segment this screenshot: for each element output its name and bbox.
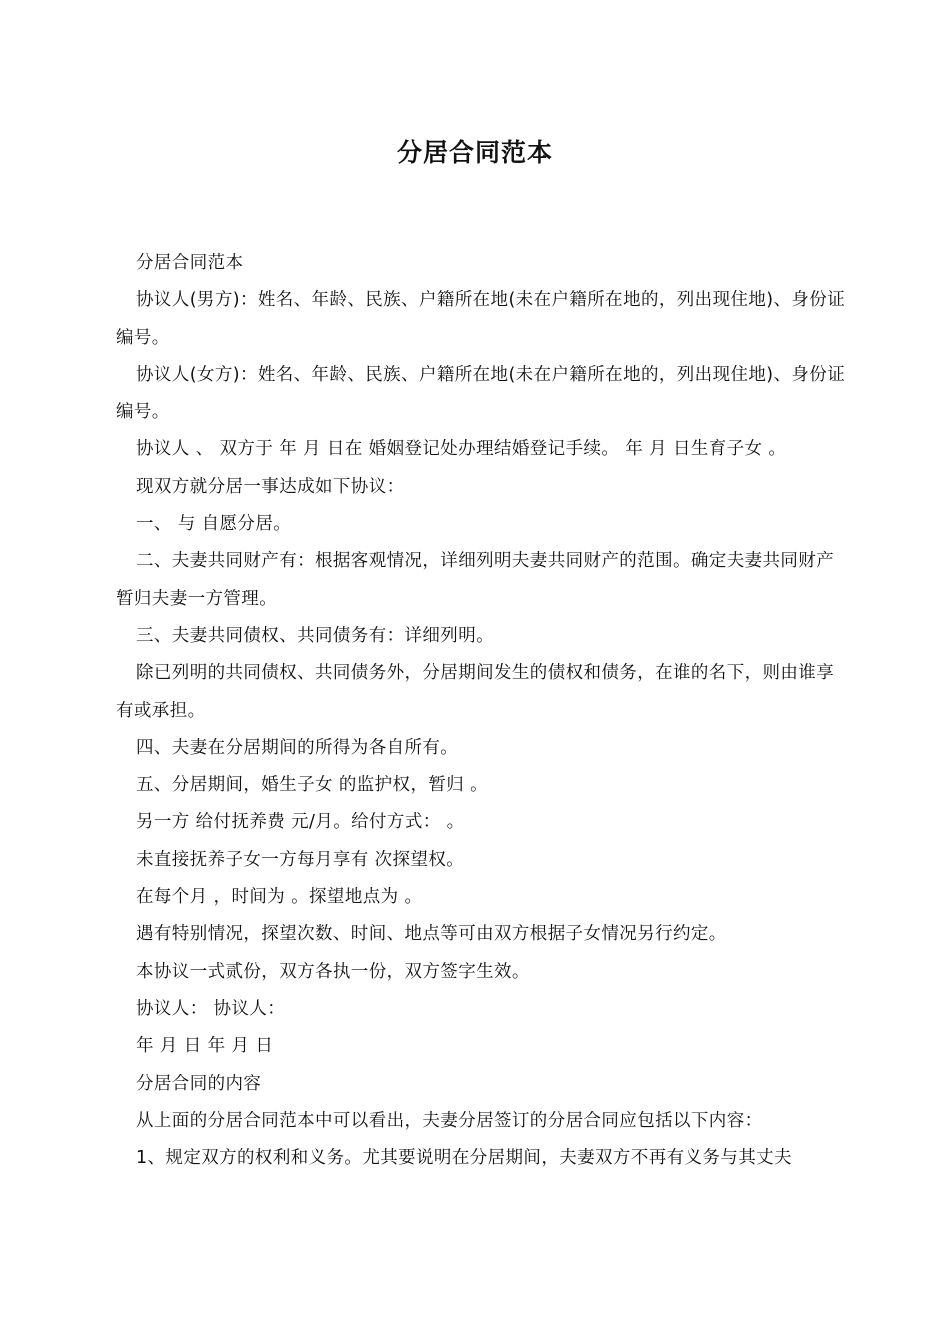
document-body [116,245,850,1177]
paragraph: 现双方就分居一事达成如下协议： [136,476,405,497]
paragraph: 在每个月 ，时间为 。探望地点为 。 [136,887,423,908]
paragraph: 遇有特别情况，探望次数、时间、地点等可由双方根据子女情况另行约定。 [136,924,727,945]
paragraph: 三、夫妻共同债权、共同债务有：详细列明。 [136,625,494,646]
paragraph: 一、 与 自愿分居。 [136,514,292,535]
paragraph: 本协议一式贰份，双方各执一份，双方签字生效。 [136,961,530,982]
paragraph: 协议人(男方)：姓名、年龄、民族、户籍所在地(未在户籍所在地的，列出现住地)、身份证编号。 [116,290,846,348]
paragraph: 四、夫妻在分居期间的所得为各自所有。 [136,737,459,758]
paragraph: 五、分居期间，婚生子女 的监护权，暂归 。 [136,775,489,796]
paragraph: 另一方 给付抚养费 元/月。给付方式： 。 [136,812,465,833]
paragraph: 1、规定双方的权利和义务。尤其要说明在分居期间，夫妻双方不再有义务与其丈夫 [136,1148,792,1169]
paragraph: 协议人 、 双方于 年 月 日在 婚姻登记处办理结婚登记手续。 年 月 日生育子女 。 [136,439,787,460]
paragraph: 协议人(女方)：姓名、年龄、民族、户籍所在地(未在户籍所在地的，列出现住地)、身份证编号。 [116,364,846,423]
paragraph: 年 月 日 年 月 日 [136,1036,274,1057]
paragraph: 除已列明的共同债权、共同债务外，分居期间发生的债权和债务，在谁的名下，则由谁享有或承担。 [116,663,835,721]
paragraph: 分居合同范本 [136,253,244,273]
paragraph: 协议人： 协议人： [136,998,286,1019]
paragraph: 分居合同的内容 [136,1073,262,1094]
paragraph: 未直接抚养子女一方每月享有 次探望权。 [136,849,465,870]
paragraph: 从上面的分居合同范本中可以看出，夫妻分居签订的分居合同应包括以下内容： [136,1110,763,1131]
paragraph: 二、夫妻共同财产有：根据客观情况，详细列明夫妻共同财产的范围。确定夫妻共同财产暂归夫妻一方管理。 [116,551,835,609]
document-title: 分居合同范本 [396,138,553,167]
